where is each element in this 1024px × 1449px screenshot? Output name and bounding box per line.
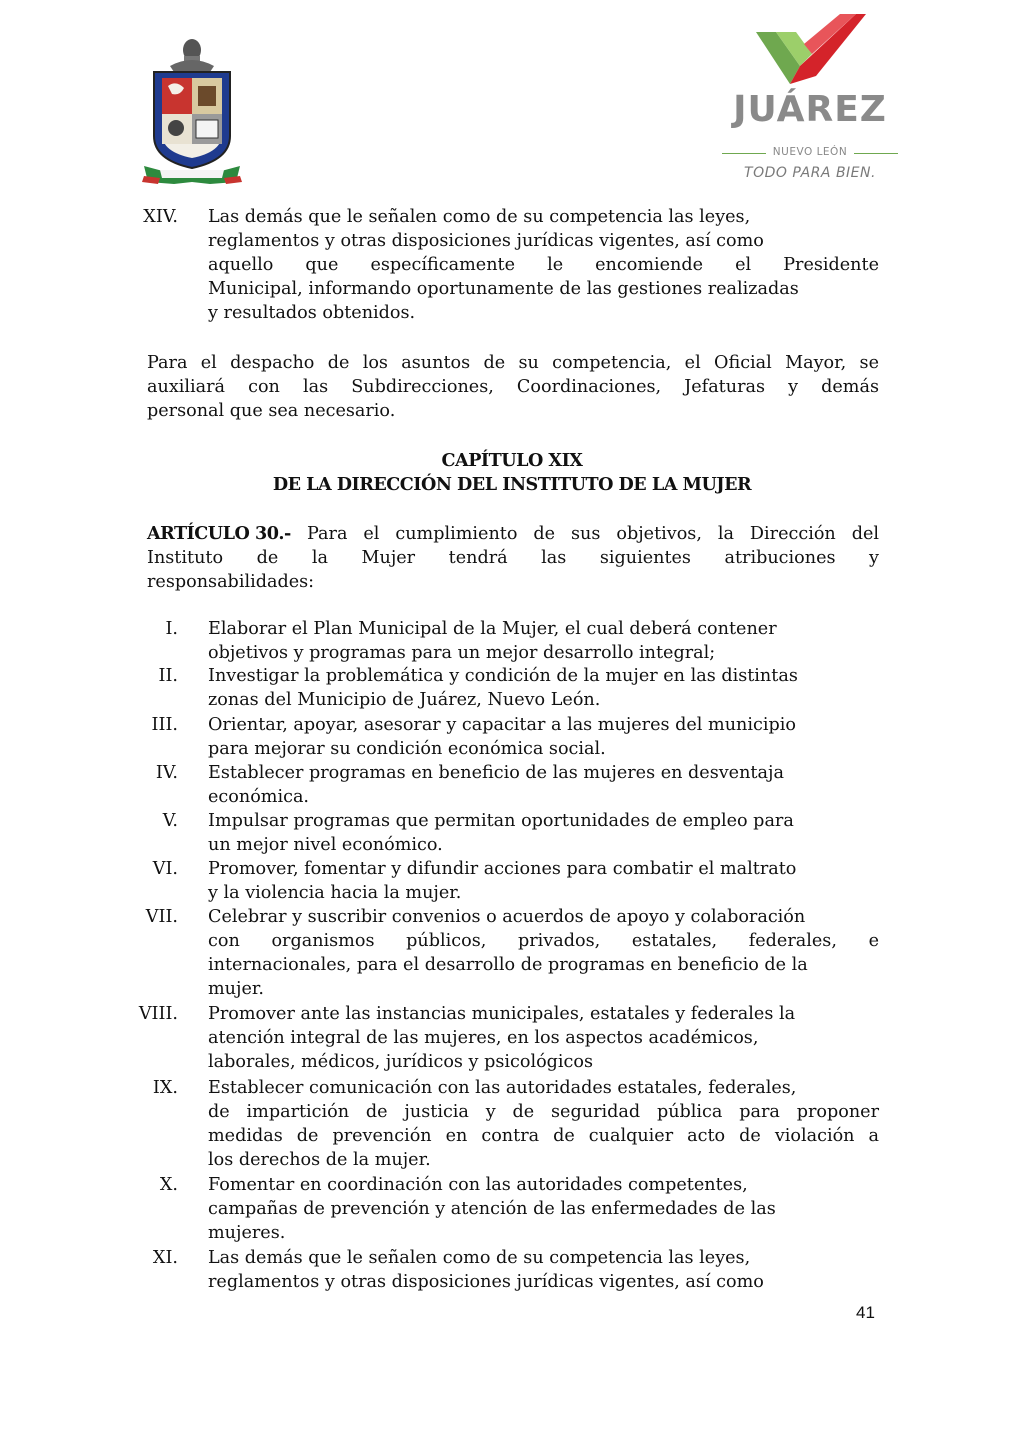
list-number: III. [151,715,178,735]
list-item-line: los derechos de la mujer. [208,1150,431,1170]
list-number: I. [165,619,178,639]
list-item-line: mujer. [208,979,264,999]
list-item-line: objetivos y programas para un mejor desarrollo integral; [208,643,716,663]
paragraph-line: Para el despacho de los asuntos de su competencia, el Oficial Mayor, se [147,353,879,373]
list-number: XIV. [143,207,178,227]
list-item-line: Impulsar programas que permitan oportunidades de empleo para [208,811,794,831]
list-number: X. [159,1175,178,1195]
article-text-line: Para el cumplimiento de sus objetivos, la Dirección del [307,524,879,544]
list-item-line: económica. [208,787,310,807]
list-item-line: Investigar la problemática y condición de la mujer en las distintas [208,666,798,686]
list-number: VII. [145,907,178,927]
list-number: VI. [152,859,178,879]
list-item-line: Promover, fomentar y difundir acciones para combatir el maltrato [208,859,797,879]
list-item-line: Promover ante las instancias municipales, estatales y federales la [208,1004,796,1024]
list-item-line: de impartición de justicia y de seguridad pública para proponer [208,1102,879,1122]
paragraph-line: auxiliará con las Subdirecciones, Coordinaciones, Jefaturas y demás [147,377,879,397]
article-text-line: responsabilidades: [147,572,315,592]
list-item-line: aquello que específicamente le encomiende el Presidente [208,255,879,275]
list-number: II. [158,666,178,686]
list-item-line: campañas de prevención y atención de las enfermedades de las [208,1199,776,1219]
chapter-title: CAPÍTULO XIX [441,450,583,471]
list-item-line: Las demás que le señalen como de su competencia las leyes, [208,1248,751,1268]
check-mark-icon [756,14,866,86]
list-item-line: y resultados obtenidos. [208,303,416,323]
list-item-line: atención integral de las mujeres, en los aspectos académicos, [208,1028,759,1048]
list-number: IX. [152,1078,178,1098]
coat-of-arms-logo [140,36,244,186]
list-item-line: laborales, médicos, jurídicos y psicológicos [208,1052,594,1072]
list-number: VIII. [138,1004,178,1024]
list-item-line: Establecer comunicación con las autoridades estatales, federales, [208,1078,797,1098]
list-item-line: internacionales, para el desarrollo de programas en beneficio de la [208,955,808,975]
page-number: 41 [856,1303,875,1322]
list-number: XI. [152,1248,178,1268]
list-item-line: Celebrar y suscribir convenios o acuerdos de apoyo y colaboración [208,907,806,927]
list-item-line: medidas de prevención en contra de cualquier acto de violación a [208,1126,879,1146]
chapter-subtitle: DE LA DIRECCIÓN DEL INSTITUTO DE LA MUJER [272,474,752,495]
list-item-line: para mejorar su condición económica social. [208,739,606,759]
article-text-line: Instituto de la Mujer tendrá las siguientes atribuciones y [147,548,879,568]
list-item-line: reglamentos y otras disposiciones jurídicas vigentes, así como [208,231,764,251]
list-item-line: mujeres. [208,1223,286,1243]
logo-slogan: TODO PARA BIEN. [744,165,876,181]
list-item-line: con organismos públicos, privados, estatales, federales, e [208,931,879,951]
list-item-line: Establecer programas en beneficio de las mujeres en desventaja [208,763,784,783]
list-item-line: Elaborar el Plan Municipal de la Mujer, el cual deberá contener [208,619,777,639]
logo-subtitle: NUEVO LEÓN [772,146,848,158]
list-item-line: Las demás que le señalen como de su competencia las leyes, [208,207,751,227]
list-number: IV. [155,763,178,783]
list-item-line: reglamentos y otras disposiciones jurídicas vigentes, así como [208,1272,764,1292]
paragraph-line: personal que sea necesario. [147,401,396,421]
list-number: V. [162,811,178,831]
list-item-line: Municipal, informando oportunamente de las gestiones realizadas [208,279,799,299]
list-item-line: Fomentar en coordinación con las autoridades competentes, [208,1175,748,1195]
list-item-line: y la violencia hacia la mujer. [208,883,462,903]
list-item-line: un mejor nivel económico. [208,835,443,855]
article-label: ARTÍCULO 30.- [147,523,291,544]
juarez-logo [718,14,902,181]
logo-title: JUÁREZ [733,89,887,130]
list-item-line: Orientar, apoyar, asesorar y capacitar a las mujeres del municipio [208,715,796,735]
list-item-line: zonas del Municipio de Juárez, Nuevo León. [208,690,601,710]
